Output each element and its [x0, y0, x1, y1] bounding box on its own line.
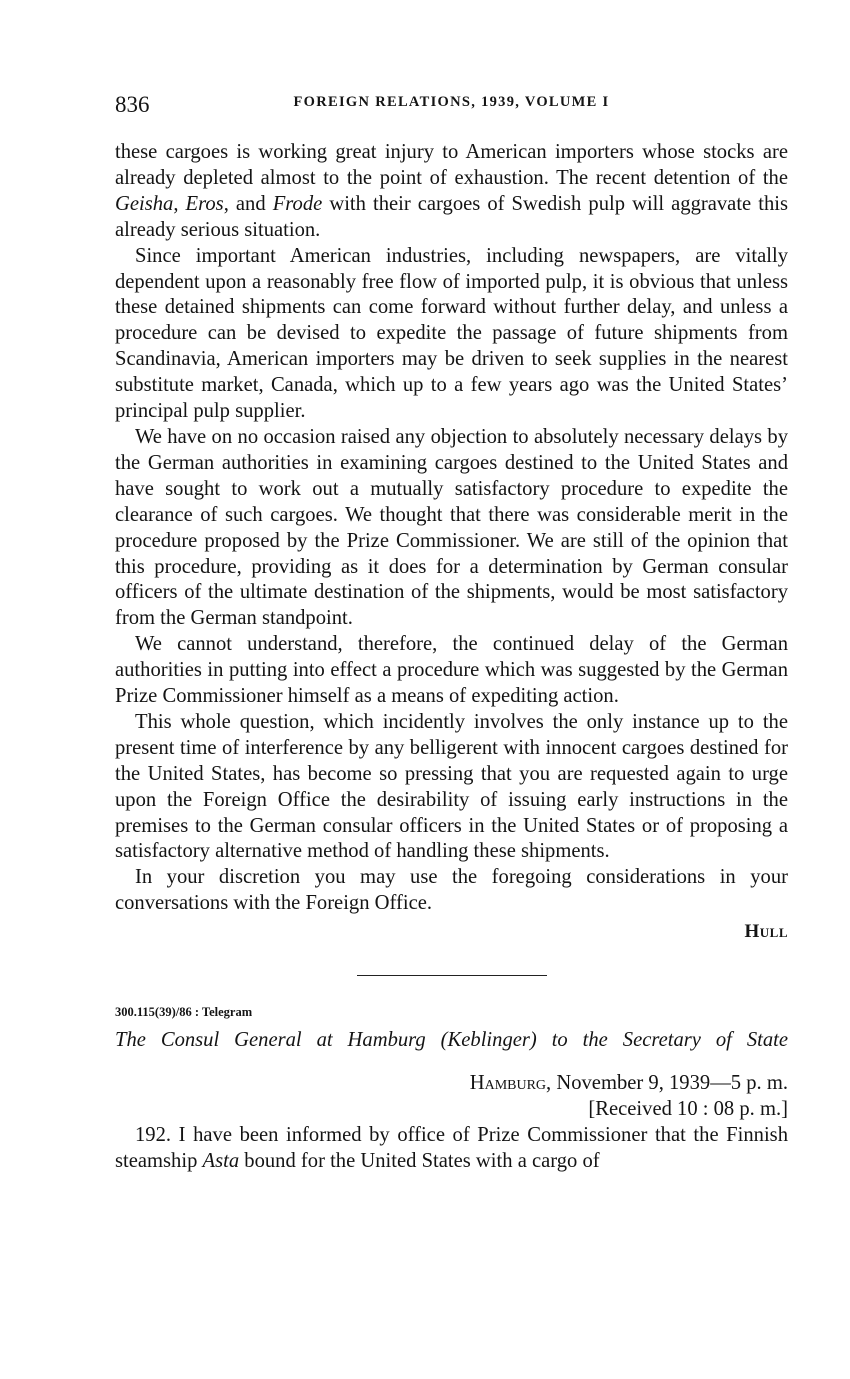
signature: Hull	[744, 921, 788, 943]
paragraph	[115, 1123, 788, 1175]
paragraph	[115, 865, 788, 917]
document-page	[115, 90, 788, 1175]
ship-name: Frode	[272, 192, 323, 215]
page-number: 836	[115, 92, 150, 117]
page-header	[115, 90, 788, 124]
paragraph-text: 192. I have been informed by office of Prize Commissioner that the Finnish steamship	[115, 1124, 788, 1172]
ship-name: Asta	[202, 1149, 240, 1172]
message-body	[115, 1123, 788, 1175]
paragraph-text: these cargoes is working great injury to American importers whose stocks are already depleted almost to the point of exhaustion. The recent detention of the	[115, 141, 788, 189]
paragraph-text: ,	[173, 192, 186, 215]
ship-name: Eros	[185, 192, 224, 215]
paragraph-text: In your discretion you may use the foregoing considerations in your conversations with the Foreign Office.	[115, 866, 788, 915]
document-title: The Consul General at Hamburg (Keblinger) to the Secretary of State	[115, 1029, 788, 1052]
running-title: FOREIGN RELATIONS, 1939, VOLUME I	[293, 94, 610, 110]
received-note: [Received 10 : 08 p. m.]	[588, 1098, 788, 1121]
paragraph	[115, 140, 788, 244]
paragraph	[115, 244, 788, 425]
file-reference: 300.115(39)/86 : Telegram	[115, 1005, 253, 1020]
dateline	[115, 1071, 788, 1097]
paragraph-text: We cannot understand, therefore, the continued delay of the German authorities in putting into effect a procedure which was suggested by the German Prize Commissioner himself as a means of expediting action.	[115, 633, 788, 708]
paragraph-text: bound for the United States with a cargo of	[239, 1149, 600, 1172]
ship-name: Geisha	[115, 192, 174, 215]
paragraph-text: , and	[223, 192, 273, 215]
dateline-date: , November 9, 1939—5 p. m.	[546, 1072, 788, 1095]
dateline-place: Hamburg	[469, 1072, 547, 1095]
telegram-body	[115, 140, 788, 917]
paragraph	[115, 425, 788, 632]
paragraph	[115, 632, 788, 710]
paragraph-text: Since important American industries, including newspapers, are vitally dependent upon a reasonably free flow of imported pulp, it is obvious that unless these detained shipments can come forward without further delay, and unless a procedure can be devised to expedite the passage of future shipments from Scandinavia, American importers may be driven to seek supplies in the nearest substitute market, Canada, which up to a few years ago was the United States’ principal pulp supplier.	[115, 244, 788, 423]
paragraph	[115, 710, 788, 865]
paragraph-text: with their cargoes of Swedish pulp will aggravate this already serious situation.	[115, 192, 788, 241]
section-divider	[357, 975, 547, 976]
paragraph-text: This whole question, which incidently involves the only instance up to the present time of interference by any belligerent with innocent cargoes destined for the United States, has become so pressing that you are requested again to urge upon the Foreign Office the desirability of issuing early instructions in the premises to the German consular officers in the United States or of proposing a satisfactory alternative method of handling these shipments.	[115, 710, 788, 863]
paragraph-text: We have on no occasion raised any objection to absolutely necessary delays by the German authorities in examining cargoes destined to the United States and have sought to work out a mutually satisfactory procedure to expedite the clearance of such cargoes. We thought that there was considerable merit in the procedure proposed by the Prize Commissioner. We are still of the opinion that this procedure, providing as it does for a determination by German consular officers of the ultimate destination of the shipments, would be most satisfactory from the German standpoint.	[115, 425, 788, 630]
